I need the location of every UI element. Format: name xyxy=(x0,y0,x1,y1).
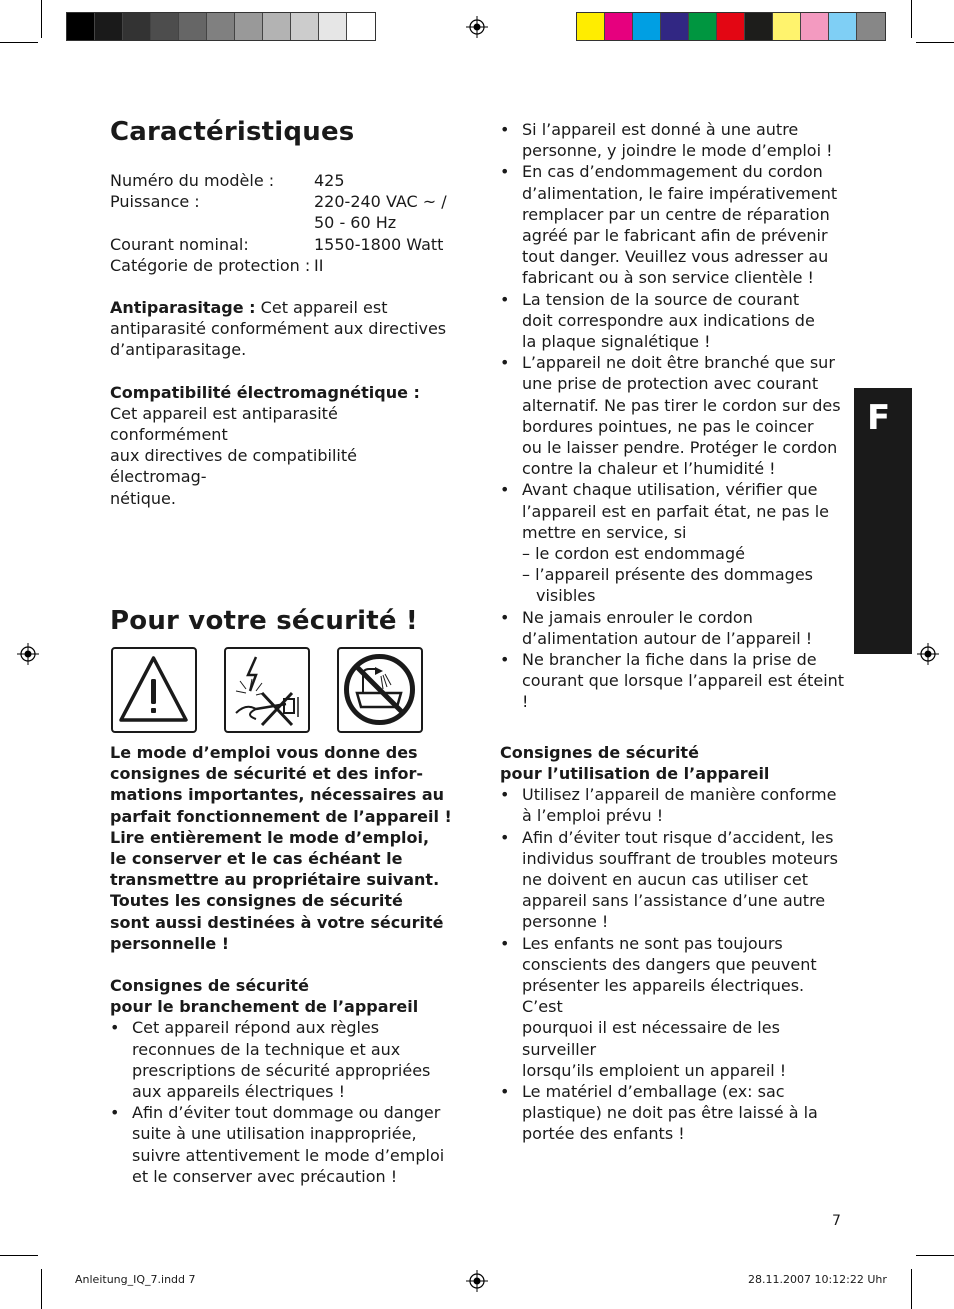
color-swatch xyxy=(773,13,801,40)
text-line: L’appareil ne doit être branché que sur xyxy=(522,353,835,373)
crop-mark xyxy=(911,0,912,38)
utilisation-heading-line: Consignes de sécurité xyxy=(500,742,699,762)
gray-swatch xyxy=(151,13,179,40)
list-item xyxy=(110,1102,455,1187)
text-line: Avant chaque utilisation, vérifier que xyxy=(522,480,818,500)
safety-left-block xyxy=(110,742,455,1187)
gray-swatch xyxy=(235,13,263,40)
text-line: contre la chaleur et l’humidité ! xyxy=(522,459,776,479)
nobath-icon-box xyxy=(337,647,423,733)
text-line: Les enfants ne sont pas toujours xyxy=(522,933,783,953)
safety-list-check xyxy=(500,479,845,606)
text-line: La tension de la source de courant xyxy=(522,289,800,309)
text-line: d’alimentation autour de l’appareil ! xyxy=(522,628,813,648)
text-line: mations importantes, nécessaires au xyxy=(110,785,445,805)
list-item xyxy=(500,119,845,161)
text-line: alternatif. Ne pas tirer le cordon sur des xyxy=(522,395,841,415)
warning-triangle-icon xyxy=(113,649,194,730)
text-line: Afin d’éviter tout risque d’accident, les xyxy=(522,827,834,847)
spec-value: 50 - 60 Hz xyxy=(314,213,397,233)
utilisation-list xyxy=(500,784,845,1144)
text-line: Lire entièrement le mode d’emploi, xyxy=(110,827,430,847)
color-swatch xyxy=(577,13,605,40)
list-item xyxy=(500,784,845,826)
language-tab-letter: F xyxy=(867,398,891,438)
compat-line: aux directives de compatibilité électromag- xyxy=(110,446,357,487)
color-swatch xyxy=(829,13,857,40)
gray-swatch xyxy=(179,13,207,40)
text-line: le conserver et le cas échéant le xyxy=(110,849,403,869)
list-item xyxy=(500,827,845,933)
list-item xyxy=(500,289,845,353)
text-line: individus souffrant de troubles moteurs xyxy=(522,848,838,868)
text-line: ne doivent en aucun cas utiliser cet xyxy=(522,869,808,889)
check-sub-item: visibles xyxy=(536,586,596,606)
list-item xyxy=(110,1017,455,1102)
text-line: courant que lorsque l’appareil est éteint ! xyxy=(522,671,845,712)
branchement-heading-line: Consignes de sécurité xyxy=(110,976,309,996)
antiparasitage-line: antiparasité conformément aux directives xyxy=(110,319,447,339)
registration-mark-icon xyxy=(17,643,39,665)
text-line: ou le laisser pendre. Protéger le cordon xyxy=(522,438,838,458)
spec-label: Courant nominal: xyxy=(110,234,249,254)
gray-swatch xyxy=(123,13,151,40)
text-line: lorsqu’ils emploient un appareil ! xyxy=(522,1060,787,1080)
spec-value: 220-240 VAC ~ / xyxy=(314,192,447,212)
footer-filename: Anleitung_IQ_7.indd 7 xyxy=(75,1273,196,1286)
text-line: suivre attentivement le mode d’emploi xyxy=(132,1145,445,1165)
text-line: personne ! xyxy=(522,912,609,932)
warning-icon-box xyxy=(111,647,197,733)
text-line: Cet appareil répond aux règles xyxy=(132,1018,380,1038)
text-line: Ne brancher la fiche dans la prise de xyxy=(522,650,817,670)
text-line: parfait fonctionnement de l’appareil ! xyxy=(110,806,452,826)
text-line: sont aussi destinées à votre sécurité xyxy=(110,912,444,932)
branchement-heading xyxy=(110,975,455,1017)
safety-intro xyxy=(110,742,455,954)
safety-list-a xyxy=(500,119,845,479)
text-line: Utilisez l’appareil de manière conforme xyxy=(522,785,837,805)
no-bath-icon xyxy=(339,649,420,730)
list-item xyxy=(500,352,845,479)
text-line: Toutes les consignes de sécurité xyxy=(110,891,403,911)
electric-shock-water-icon xyxy=(226,649,307,730)
compat-line: nétique. xyxy=(110,488,176,508)
text-line: bordures pointues, ne pas le coincer xyxy=(522,416,814,436)
text-line: suite à une utilisation inappropriée, xyxy=(132,1124,417,1144)
text-line: mettre en service, si xyxy=(522,522,687,542)
process-color-bar xyxy=(576,12,886,41)
compat-line: Cet appareil est antiparasité conformément xyxy=(110,403,338,445)
check-sub-item: – l’appareil présente des dommages xyxy=(522,565,814,585)
spec-row xyxy=(110,191,455,212)
registration-mark-icon xyxy=(466,1270,488,1292)
text-line: transmettre au propriétaire suivant. xyxy=(110,870,440,890)
grayscale-color-bar xyxy=(66,12,376,41)
list-item xyxy=(500,479,845,606)
spec-value: II xyxy=(314,255,324,275)
text-line: conscients des dangers que peuvent xyxy=(522,954,817,974)
spec-row xyxy=(110,255,455,276)
electric-icon-box xyxy=(224,647,310,733)
heading-caracteristiques: Caractéristiques xyxy=(110,117,355,147)
registration-mark-icon xyxy=(917,643,939,665)
safety-right-block xyxy=(500,119,845,1145)
text-line: aux appareils électriques ! xyxy=(132,1082,346,1102)
text-line: Le mode d’emploi vous donne des xyxy=(110,743,418,762)
color-swatch xyxy=(745,13,773,40)
spec-label: Puissance : xyxy=(110,192,200,212)
list-item xyxy=(500,161,845,288)
text-line: personne, y joindre le mode d’emploi ! xyxy=(522,141,833,161)
spec-row xyxy=(110,212,455,233)
color-swatch xyxy=(633,13,661,40)
utilisation-heading xyxy=(500,742,845,784)
text-line: reconnues de la technique et aux xyxy=(132,1039,401,1059)
text-line: pourquoi il est nécessaire de les surveiller xyxy=(522,1018,780,1059)
text-line: tout danger. Veuillez vous adresser au xyxy=(522,247,829,267)
spec-row xyxy=(110,170,455,191)
text-line: En cas d’endommagement du cordon xyxy=(522,162,823,182)
compat-paragraph xyxy=(110,403,455,509)
list-item xyxy=(500,1081,845,1145)
text-line: prescriptions de sécurité appropriées xyxy=(132,1060,431,1080)
text-line: consignes de sécurité et des infor- xyxy=(110,764,424,784)
text-line: Le matériel d’emballage (ex: sac xyxy=(522,1081,785,1101)
spec-value: 425 xyxy=(314,171,345,190)
specs-block xyxy=(110,170,455,509)
gray-swatch xyxy=(319,13,347,40)
gray-swatch xyxy=(291,13,319,40)
text-line: et le conserver avec précaution ! xyxy=(132,1166,398,1186)
spec-label xyxy=(110,212,314,233)
text-line: l’appareil est en parfait état, ne pas le xyxy=(522,501,829,521)
crop-mark xyxy=(41,0,42,38)
color-swatch xyxy=(857,13,885,40)
registration-mark-icon xyxy=(466,16,488,38)
color-swatch xyxy=(689,13,717,40)
text-line: une prise de protection avec courant xyxy=(522,374,819,394)
crop-mark xyxy=(0,42,38,43)
text-line: Ne jamais enrouler le cordon xyxy=(522,607,753,627)
list-item xyxy=(500,607,845,649)
text-line: appareil sans l’assistance d’une autre xyxy=(522,891,826,911)
gray-swatch xyxy=(67,13,95,40)
text-line: Si l’appareil est donné à une autre xyxy=(522,120,799,139)
gray-swatch xyxy=(347,13,375,40)
color-swatch xyxy=(661,13,689,40)
spec-value: 1550-1800 Watt xyxy=(314,234,444,254)
text-line: fabricant ou à son service clientèle ! xyxy=(522,268,814,288)
safety-list-b xyxy=(500,607,845,713)
compat-label: Compatibilité électromagnétique : xyxy=(110,382,420,402)
crop-mark xyxy=(0,1255,38,1256)
antiparasitage-paragraph xyxy=(110,297,455,361)
spec-label: Numéro du modèle : xyxy=(110,171,275,190)
text-line: plastique) ne doit pas être laissé à la xyxy=(522,1103,818,1123)
color-swatch xyxy=(801,13,829,40)
spec-label: Catégorie de protection : xyxy=(110,255,311,275)
branchement-heading-line: pour le branchement de l’appareil xyxy=(110,997,419,1017)
crop-mark xyxy=(916,1255,954,1256)
heading-securite: Pour votre sécurité ! xyxy=(110,606,418,636)
text-line: personnelle ! xyxy=(110,933,230,953)
footer-timestamp: 28.11.2007 10:12:22 Uhr xyxy=(748,1273,887,1286)
list-item xyxy=(500,649,845,713)
check-sub-item: – le cordon est endommagé xyxy=(522,544,745,564)
text-line: à l’emploi prévu ! xyxy=(522,806,664,826)
text-line: d’alimentation, le faire impérativement xyxy=(522,183,838,203)
text-line: la plaque signalétique ! xyxy=(522,332,711,352)
color-swatch xyxy=(717,13,745,40)
antiparasitage-label: Antiparasitage : xyxy=(110,298,256,318)
text-line: remplacer par un centre de réparation xyxy=(522,204,830,224)
gray-swatch xyxy=(263,13,291,40)
gray-swatch xyxy=(207,13,235,40)
text-line: Afin d’éviter tout dommage ou danger xyxy=(132,1103,441,1123)
crop-mark xyxy=(916,42,954,43)
branchement-list xyxy=(110,1017,455,1187)
utilisation-heading-line: pour l’utilisation de l’appareil xyxy=(500,763,770,783)
crop-mark xyxy=(41,1269,42,1309)
text-line: présenter les appareils électriques. C’est xyxy=(522,975,805,1017)
spec-row xyxy=(110,234,455,255)
color-swatch xyxy=(605,13,633,40)
crop-mark xyxy=(911,1269,912,1309)
gray-swatch xyxy=(95,13,123,40)
text-line: agréé par le fabricant afin de prévenir xyxy=(522,226,828,246)
antiparasitage-line: Cet appareil est xyxy=(260,298,388,318)
text-line: portée des enfants ! xyxy=(522,1124,685,1144)
text-line: doit correspondre aux indications de xyxy=(522,310,815,330)
list-item xyxy=(500,933,845,1081)
page-number: 7 xyxy=(832,1213,841,1229)
antiparasitage-line: d’antiparasitage. xyxy=(110,340,247,360)
language-tab xyxy=(854,388,912,654)
